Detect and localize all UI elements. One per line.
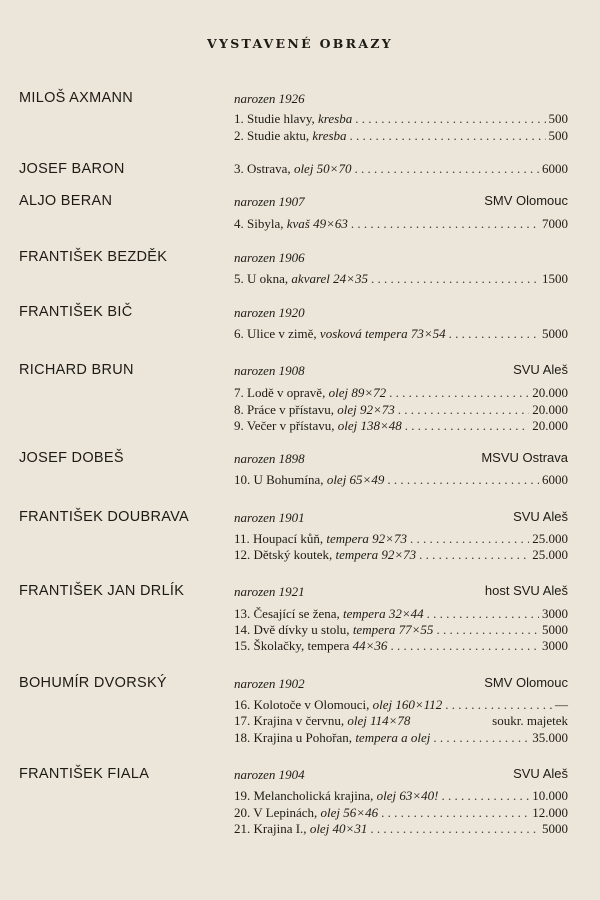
- work-price: 25.000: [532, 531, 568, 546]
- work-price: 10.000: [532, 788, 568, 803]
- work-title: Ulice v zimě,: [247, 326, 317, 341]
- work-medium: kvaš 49×63: [286, 216, 348, 231]
- dot-leader: [389, 385, 529, 401]
- work-number: 6.: [234, 326, 244, 341]
- work-price: 20.000: [532, 418, 568, 433]
- artist-born: narozen 1907: [234, 194, 305, 209]
- artist-affiliation: MSVU Ostrava: [481, 450, 568, 465]
- artist-born: narozen 1906: [234, 250, 305, 265]
- work-row: [234, 161, 568, 177]
- artist-affiliation: SMV Olomouc: [484, 193, 568, 208]
- work-number: 13.: [234, 606, 251, 621]
- work-medium: olej 65×49: [326, 472, 385, 487]
- work-medium: vosková tempera 73×54: [319, 326, 446, 341]
- work-medium: olej 89×72: [328, 385, 387, 400]
- work-price: —: [555, 697, 568, 712]
- dot-leader: [445, 697, 552, 713]
- work-row: [234, 638, 568, 654]
- work-row: [234, 385, 568, 401]
- dot-leader: [427, 606, 539, 622]
- work-row: [234, 128, 568, 144]
- work-row: [234, 788, 568, 804]
- work-title: Kolotoče v Olomouci,: [253, 697, 370, 712]
- artist-name: JOSEF BARON: [19, 161, 125, 177]
- work-medium: tempera a olej: [355, 730, 431, 745]
- work-title: Ostrava,: [247, 161, 291, 176]
- work-title: Školačky, tempera: [253, 638, 350, 653]
- work-price: 1500: [542, 271, 568, 286]
- artist-name: FRANTIŠEK FIALA: [19, 766, 150, 782]
- work-row: [234, 730, 568, 746]
- dot-leader: [433, 730, 529, 746]
- work-price: 5000: [542, 821, 568, 836]
- work-title: Sibyla,: [247, 216, 284, 231]
- artist-born: narozen 1908: [234, 363, 305, 378]
- artist-name: FRANTIŠEK DOUBRAVA: [19, 509, 190, 525]
- artist-born: narozen 1902: [234, 676, 305, 691]
- artist-name: FRANTIŠEK BIČ: [19, 304, 133, 320]
- work-title: Večer v přístavu,: [246, 418, 335, 433]
- dot-leader: [419, 547, 529, 563]
- work-row: [234, 805, 568, 821]
- work-row: [234, 418, 568, 434]
- work-price: 35.000: [532, 730, 568, 745]
- work-title: V Lepinách,: [253, 805, 318, 820]
- artist-born: narozen 1920: [234, 305, 305, 320]
- work-title: Česající se žena,: [253, 606, 340, 621]
- work-price: 7000: [542, 216, 568, 231]
- dot-leader: [370, 821, 539, 837]
- work-medium: olej 56×46: [320, 805, 379, 820]
- work-row: [234, 216, 568, 232]
- dot-leader: [405, 418, 529, 434]
- dot-leader: [351, 216, 539, 232]
- artist-name: MILOŠ AXMANN: [19, 90, 133, 106]
- dot-leader: [387, 472, 539, 488]
- artist-born: narozen 1901: [234, 510, 305, 525]
- dot-leader: [355, 111, 545, 127]
- work-number: 18.: [234, 730, 251, 745]
- work-row: [234, 713, 568, 729]
- work-number: 17.: [234, 713, 251, 728]
- work-medium: olej 114×78: [347, 713, 411, 728]
- work-title: Krajina u Pohořan,: [253, 730, 353, 745]
- artist-affiliation: SMV Olomouc: [484, 675, 568, 690]
- page-title: VYSTAVENÉ OBRAZY: [207, 36, 393, 51]
- work-medium: tempera 92×73: [326, 531, 407, 546]
- work-number: 1.: [234, 111, 244, 126]
- dot-leader: [381, 805, 529, 821]
- work-price: 3000: [542, 638, 568, 653]
- work-medium: akvarel 24×35: [291, 271, 368, 286]
- work-price: 20.000: [532, 402, 568, 417]
- dot-leader: [354, 161, 539, 177]
- work-medium: tempera 77×55: [352, 622, 434, 637]
- work-row: [234, 402, 568, 418]
- work-price: 6000: [542, 161, 568, 176]
- artist-affiliation: SVU Aleš: [513, 766, 568, 781]
- work-medium: olej 63×40!: [376, 788, 439, 803]
- work-price: 500: [548, 111, 568, 126]
- work-medium: tempera 32×44: [343, 606, 424, 621]
- work-price: 3000: [542, 606, 568, 621]
- work-row: [234, 547, 568, 563]
- work-title: Lodě v opravě,: [247, 385, 326, 400]
- artist-name: FRANTIŠEK BEZDĚK: [19, 249, 168, 265]
- work-number: 21.: [234, 821, 251, 836]
- work-title: Studie aktu,: [247, 128, 310, 143]
- work-medium: olej 40×31: [309, 821, 368, 836]
- work-medium: 44×36: [352, 638, 388, 653]
- work-medium: kresba: [312, 128, 347, 143]
- work-price: 20.000: [532, 385, 568, 400]
- work-row: [234, 622, 568, 638]
- work-number: 8.: [234, 402, 244, 417]
- dot-leader: [441, 788, 529, 804]
- artist-born: narozen 1904: [234, 767, 305, 782]
- work-row: [234, 111, 568, 127]
- work-price: soukr. majetek: [492, 713, 568, 728]
- artist-born: narozen 1921: [234, 584, 305, 599]
- work-medium: olej 50×70: [293, 161, 352, 176]
- work-title: Krajina I.,: [253, 821, 307, 836]
- work-price: 25.000: [532, 547, 568, 562]
- work-title: Práce v přístavu,: [247, 402, 335, 417]
- work-number: 14.: [234, 622, 251, 637]
- artist-name: BOHUMÍR DVORSKÝ: [19, 675, 167, 691]
- work-title: Dvě dívky u stolu,: [253, 622, 350, 637]
- work-medium: tempera 92×73: [335, 547, 417, 562]
- artist-affiliation: SVU Aleš: [513, 509, 568, 524]
- dot-leader: [390, 638, 539, 654]
- work-title: Studie hlavy,: [247, 111, 315, 126]
- artist-born: narozen 1926: [234, 91, 305, 106]
- dot-leader: [410, 531, 529, 547]
- work-title: Krajina v červnu,: [253, 713, 345, 728]
- work-row: [234, 606, 568, 622]
- dot-leader: [398, 402, 529, 418]
- work-price: 5000: [542, 326, 568, 341]
- work-number: 4.: [234, 216, 244, 231]
- dot-leader: [371, 271, 539, 287]
- work-price: 5000: [542, 622, 568, 637]
- work-row: [234, 821, 568, 837]
- work-row: [234, 271, 568, 287]
- work-medium: olej 160×112: [372, 697, 443, 712]
- artist-name: JOSEF DOBEŠ: [19, 450, 124, 466]
- work-medium: olej 92×73: [337, 402, 395, 417]
- work-row: [234, 472, 568, 488]
- artist-name: FRANTIŠEK JAN DRLÍK: [19, 583, 185, 599]
- work-medium: kresba: [318, 111, 353, 126]
- work-title: Dětský koutek,: [253, 547, 333, 562]
- work-number: 5.: [234, 271, 244, 286]
- work-price: 12.000: [532, 805, 568, 820]
- work-price: 6000: [542, 472, 568, 487]
- work-number: 12.: [234, 547, 251, 562]
- work-row: [234, 326, 568, 342]
- work-number: 20.: [234, 805, 251, 820]
- dot-leader: [436, 622, 539, 638]
- artist-affiliation: host SVU Aleš: [484, 583, 568, 598]
- work-price: 500: [548, 128, 568, 143]
- work-title: U Bohumína,: [253, 472, 324, 487]
- work-number: 9.: [234, 418, 244, 433]
- work-number: 15.: [234, 638, 251, 653]
- work-number: 19.: [234, 788, 251, 803]
- artist-born: narozen 1898: [234, 451, 305, 466]
- artist-name: RICHARD BRUN: [19, 362, 134, 378]
- work-number: 3.: [234, 161, 244, 176]
- work-number: 2.: [234, 128, 244, 143]
- dot-leader: [350, 128, 546, 144]
- work-row: [234, 531, 568, 547]
- work-number: 16.: [234, 697, 251, 712]
- work-title: U okna,: [247, 271, 289, 286]
- work-number: 10.: [234, 472, 251, 487]
- dot-leader: [449, 326, 539, 342]
- work-medium: olej 138×48: [337, 418, 402, 433]
- work-number: 11.: [234, 531, 250, 546]
- work-row: [234, 697, 568, 713]
- work-title: Houpací kůň,: [253, 531, 324, 546]
- artist-affiliation: SVU Aleš: [513, 362, 568, 377]
- work-number: 7.: [234, 385, 244, 400]
- work-title: Melancholická krajina,: [253, 788, 374, 803]
- artist-name: ALJO BERAN: [19, 193, 113, 209]
